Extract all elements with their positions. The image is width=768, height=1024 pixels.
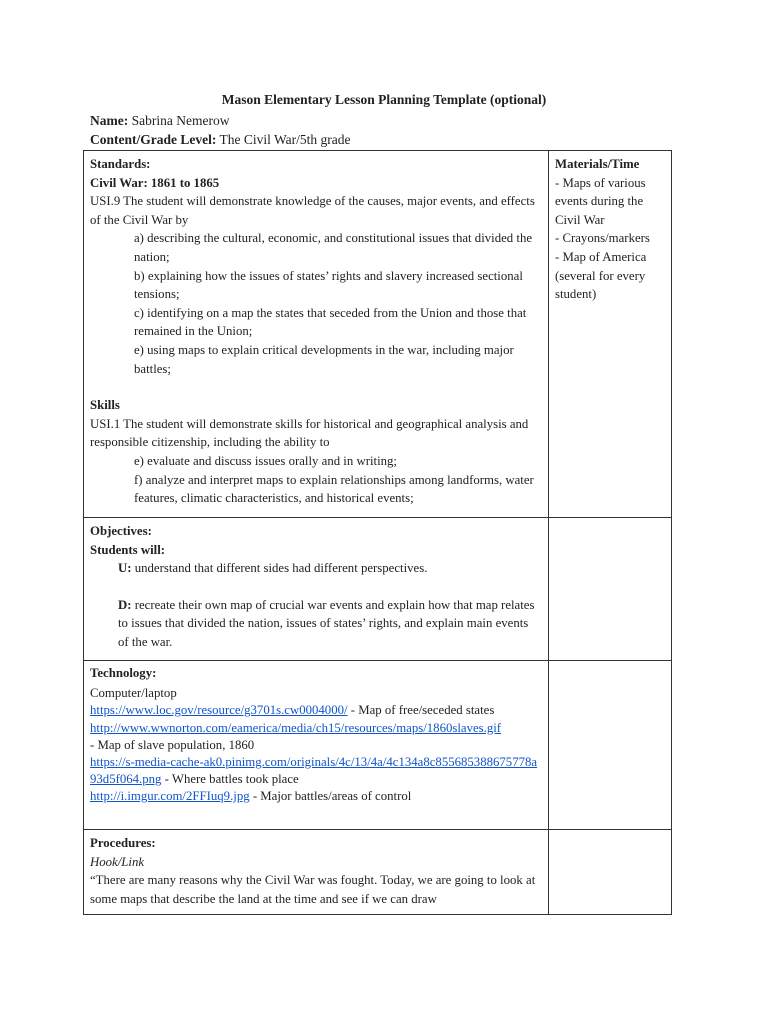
document-title: Mason Elementary Lesson Planning Template (optional) (221, 92, 547, 107)
name-value: Sabrina Nemerow (131, 113, 230, 128)
technology-link-row (90, 720, 542, 737)
lesson-plan-table (83, 150, 672, 915)
procedures-row (84, 830, 672, 915)
materials-heading: Materials/Time (555, 157, 640, 171)
objective-u (90, 559, 542, 578)
spacer (90, 578, 542, 596)
procedures-materials-cell (549, 830, 672, 915)
procedures-cell (84, 830, 549, 915)
link-description: - Map of free/seceded states (347, 703, 495, 718)
skills-heading: Skills (90, 398, 120, 413)
objective-u-label: U: (118, 561, 132, 576)
technology-device: Computer/laptop (90, 686, 177, 701)
material-item: - Map of America (several for every student) (555, 249, 647, 302)
objective-d (90, 596, 542, 652)
technology-heading: Technology: (90, 666, 157, 680)
grade-label: Content/Grade Level: (90, 132, 217, 147)
standards-heading: Standards: (90, 157, 151, 171)
name-label: Name: (90, 113, 129, 128)
map-link-slave-population[interactable]: http://www.wwnorton.com/eamerica/media/ch15/resources/maps/1860slaves.gif (90, 720, 502, 735)
objectives-subheading: Students will: (90, 542, 166, 557)
technology-link-row (90, 702, 542, 719)
technology-materials-cell (549, 661, 672, 830)
spacer (90, 378, 542, 396)
standard-item: b) explaining how the issues of states’ rights and slavery increased sectional tensions; (134, 268, 523, 302)
objective-d-label: D: (118, 597, 132, 612)
objectives-heading: Objectives: (90, 524, 152, 538)
map-link-free-seceded[interactable]: https://www.loc.gov/resource/g3701s.cw0004000/ (90, 703, 348, 718)
skill-item: e) evaluate and discuss issues orally and in writing; (134, 453, 397, 468)
objectives-cell (84, 518, 549, 661)
technology-row (84, 661, 672, 830)
grade-line (90, 132, 351, 148)
map-link-areas-of-control[interactable]: http://i.imgur.com/2FFIuq9.jpg (90, 789, 250, 804)
technology-link-row (90, 754, 542, 788)
link-description: - Major battles/areas of control (249, 789, 412, 804)
procedures-text: “There are many reasons why the Civil War was fought. Today, we are going to look at some maps that describe the land at the time and see if we can draw (90, 873, 536, 906)
objective-u-text: understand that different sides had different perspectives. (134, 561, 428, 576)
procedures-subheading: Hook/Link (90, 854, 145, 869)
objective-d-text: recreate their own map of crucial war events and explain how that map relates to issues that divided the nation, issues of states’ rights, and explain main events of the war. (118, 597, 535, 649)
procedures-heading: Procedures: (90, 836, 156, 850)
link-description: - Where battles took place (161, 772, 299, 787)
standards-row (84, 151, 672, 518)
map-link-battles[interactable]: https://s-media-cache-ak0.pinimg.com/originals/4c/13/4a/4c134a8c855685388675778a93d5f064.png (90, 755, 538, 787)
skill-item: f) analyze and interpret maps to explain relationships among landforms, water features, climatic characteristics, and historical events; (134, 472, 534, 506)
materials-cell (549, 151, 672, 518)
standards-subheading: Civil War: 1861 to 1865 (90, 175, 220, 190)
objectives-materials-cell (549, 518, 672, 661)
technology-link-row (90, 788, 542, 805)
link-description: - Map of slave population, 1860 (90, 737, 255, 752)
name-line (90, 113, 229, 129)
standards-intro: USI.9 The student will demonstrate knowledge of the causes, major events, and effects of the Civil War by (90, 194, 535, 227)
material-item: - Crayons/markers (555, 231, 650, 246)
material-item: - Maps of various events during the Civil War (555, 175, 646, 227)
standard-item: c) identifying on a map the states that seceded from the Union and those that remained in the Union; (134, 305, 527, 339)
standard-item: a) describing the cultural, economic, and constitutional issues that divided the nation; (134, 231, 533, 264)
objectives-row (84, 518, 672, 661)
standard-item: e) using maps to explain critical developments in the war, including major battles; (134, 342, 514, 376)
technology-cell (84, 661, 549, 830)
grade-value: The Civil War/5th grade (219, 132, 351, 147)
standards-cell (84, 151, 549, 518)
skills-intro: USI.1 The student will demonstrate skills for historical and geographical analysis and responsible citizenship, including the ability to (90, 416, 529, 450)
